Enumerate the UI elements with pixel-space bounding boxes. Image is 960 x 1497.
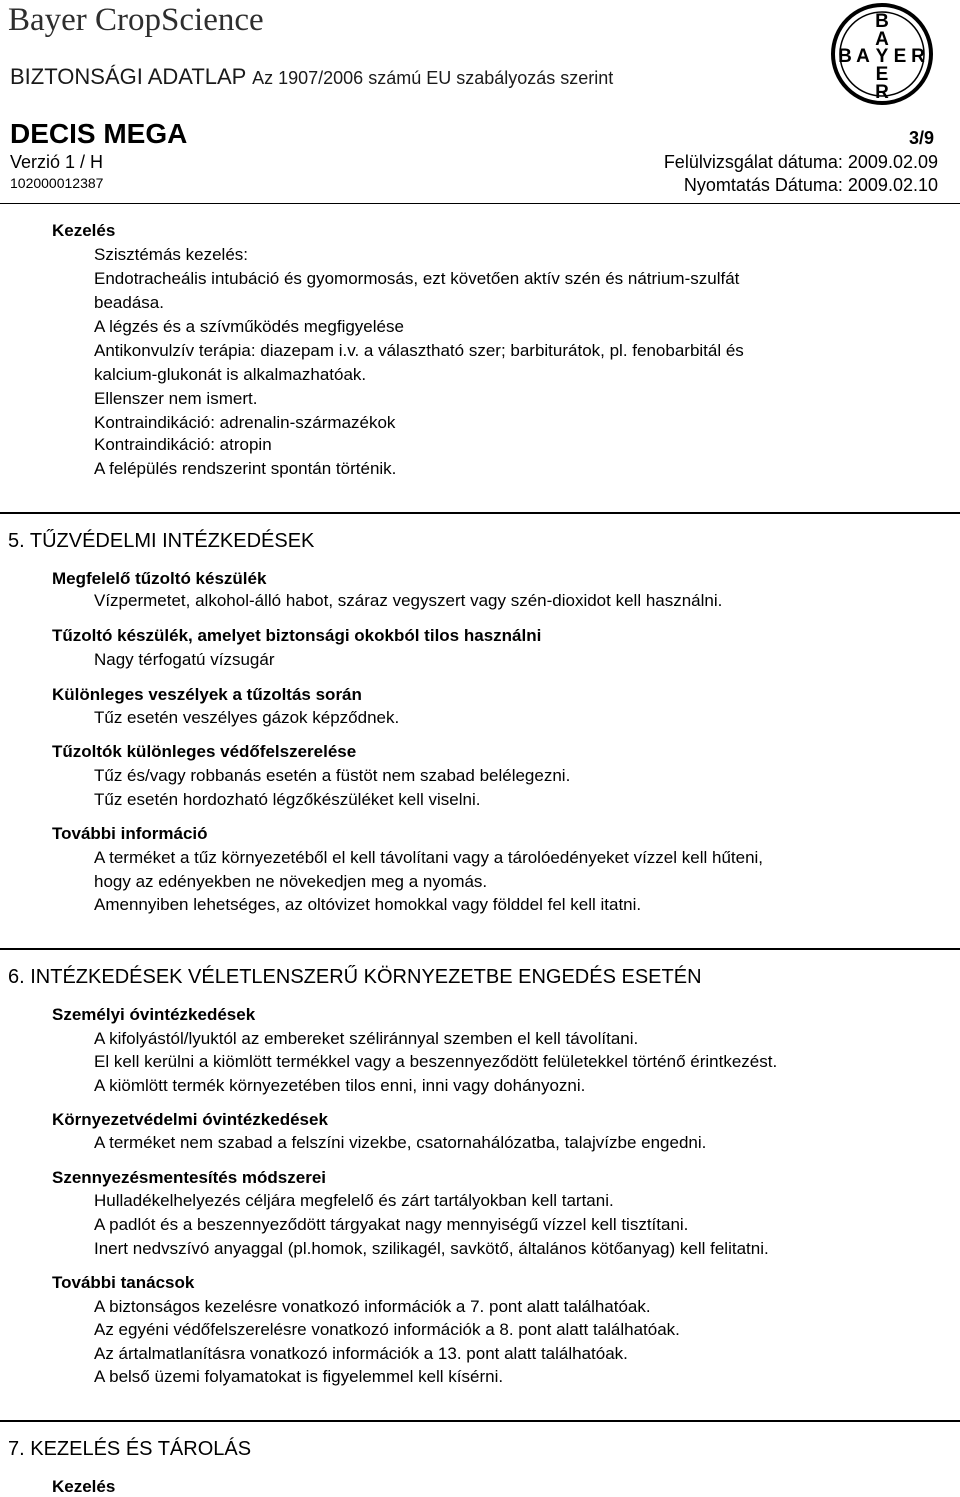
section-divider — [0, 948, 960, 950]
s6-text: A biztonságos kezelésre vonatkozó információk a 7. pont alatt találhatóak. — [94, 1297, 651, 1316]
s6-text: A belső üzemi folyamatokat is figyelemmel kell kísérni. — [94, 1367, 504, 1386]
section-6-title: 6. INTÉZKEDÉSEK VÉLETLENSZERŰ KÖRNYEZETBE ENGEDÉS ESETÉN — [8, 966, 702, 988]
svg-text:R: R — [875, 82, 889, 103]
treatment-line: A felépülés rendszerint spontán történik. — [94, 459, 397, 478]
s5-text: hogy az edényekben ne növekedjen meg a nyomás. — [94, 872, 488, 891]
svg-text:A: A — [875, 29, 889, 50]
svg-text:R: R — [911, 46, 925, 67]
treatment-line: beadása. — [94, 293, 164, 312]
s6-text: Hulladékelhelyezés céljára megfelelő és zárt tartályokban kell tartani. — [94, 1191, 614, 1210]
s5-text: Amennyiben lehetséges, az oltóvizet homokkal vagy földdel fel kell itatni. — [94, 895, 642, 914]
section-5-title: 5. TŰZVÉDELMI INTÉZKEDÉSEK — [8, 530, 315, 552]
s5-text: Vízpermetet, alkohol-álló habot, száraz vegyszert vagy szén-dioxidot kell használni. — [94, 591, 723, 610]
s6-heading-advice: További tanácsok — [52, 1273, 195, 1292]
treatment-line: Kontraindikáció: adrenalin-származékok — [94, 413, 396, 432]
header-divider — [0, 203, 960, 204]
s6-text: Az ártalmatlanításra vonatkozó információk a 13. pont alatt találhatóak. — [94, 1344, 628, 1363]
bayer-cross-logo — [830, 2, 934, 106]
s6-text: A padlót és a beszennyeződött tárgyakat nagy mennyiségű vízzel kell tisztítani. — [94, 1215, 689, 1234]
document-title-main: BIZTONSÁGI ADATLAP — [10, 64, 246, 89]
svg-text:A: A — [856, 46, 870, 67]
revision-date: Felülvizsgálat dátuma: 2009.02.09 — [663, 152, 938, 172]
document-id: 102000012387 — [10, 175, 104, 191]
s6-text: Az egyéni védőfelszerelésre vonatkozó információk a 8. pont alatt találhatóak. — [94, 1320, 680, 1339]
treatment-line: Antikonvulzív terápia: diazepam i.v. a választható szer; barbiturátok, pl. fenobarbitál és — [94, 341, 744, 360]
product-name: DECIS MEGA — [10, 118, 188, 149]
treatment-line: Endotracheális intubáció és gyomormosás, ezt követően aktív szén és nátrium-szulfát — [94, 269, 740, 288]
s6-text: A kiömlött termék környezetében tilos enni, inni vagy dohányozni. — [94, 1076, 586, 1095]
s5-heading-extinguishing: Megfelelő tűzoltó készülék — [52, 569, 267, 588]
s5-text: Tűz és/vagy robbanás esetén a füstöt nem szabad belélegezni. — [94, 766, 571, 785]
s6-text: A terméket nem szabad a felszíni vizekbe, csatornahálózatba, talajvízbe engedni. — [94, 1133, 707, 1152]
page-number: 3/9 — [908, 128, 934, 148]
company-name: Bayer CropScience — [8, 2, 264, 38]
document-title — [10, 64, 613, 90]
svg-text:Y: Y — [875, 46, 889, 67]
section-divider — [0, 512, 960, 514]
s5-text: Tűz esetén hordozható légzőkészüléket kell viselni. — [94, 790, 481, 809]
treatment-line: A légzés és a szívműködés megfigyelése — [94, 317, 404, 336]
section-divider — [0, 1420, 960, 1422]
s6-heading-environment: Környezetvédelmi óvintézkedések — [52, 1110, 328, 1129]
svg-text:E: E — [875, 64, 889, 85]
s5-heading-hazards: Különleges veszélyek a tűzoltás során — [52, 685, 362, 704]
s5-heading-protective: Tűzoltók különleges védőfelszerelése — [52, 742, 357, 761]
s5-text: A terméket a tűz környezetéből el kell távolítani vagy a tárolóedényeket vízzel kell hűteni, — [94, 848, 764, 867]
s6-text: Inert nedvszívó anyaggal (pl.homok, szilikagél, savkötő, általános kötőanyag) kell felitatni. — [94, 1239, 769, 1258]
s6-heading-cleanup: Szennyezésmentesítés módszerei — [52, 1168, 327, 1187]
print-date: Nyomtatás Dátuma: 2009.02.10 — [683, 175, 938, 195]
treatment-line: Kontraindikáció: atropin — [94, 435, 272, 454]
svg-text:B: B — [875, 11, 889, 32]
treatment-heading: Kezelés — [52, 221, 116, 240]
document-subtitle: Az 1907/2006 számú EU szabályozás szerint — [252, 68, 614, 88]
version-text: Verzió 1 / H — [10, 152, 104, 172]
treatment-line: Szisztémás kezelés: — [94, 245, 248, 264]
s6-heading-personal: Személyi óvintézkedések — [52, 1005, 256, 1024]
svg-text:B: B — [838, 46, 852, 67]
s5-text: Nagy térfogatú vízsugár — [94, 650, 275, 669]
s5-heading-further: További információ — [52, 824, 208, 843]
s5-heading-unsuitable: Tűzoltó készülék, amelyet biztonsági okokból tilos használni — [52, 626, 542, 645]
treatment-line: kalcium-glukonát is alkalmazhatóak. — [94, 365, 367, 384]
treatment-line: Ellenszer nem ismert. — [94, 389, 258, 408]
svg-text:E: E — [893, 46, 907, 67]
version-label — [10, 152, 103, 173]
s6-text: El kell kerülni a kiömlött termékkel vagy a beszennyeződött felületekkel történő érintkezést. — [94, 1052, 778, 1071]
s5-text: Tűz esetén veszélyes gázok képződnek. — [94, 708, 400, 727]
s7-heading-handling: Kezelés — [52, 1477, 116, 1496]
s6-text: A kifolyástól/lyuktól az embereket széliránnyal szemben el kell távolítani. — [94, 1029, 639, 1048]
section-7-title: 7. KEZELÉS ÉS TÁROLÁS — [8, 1438, 252, 1460]
